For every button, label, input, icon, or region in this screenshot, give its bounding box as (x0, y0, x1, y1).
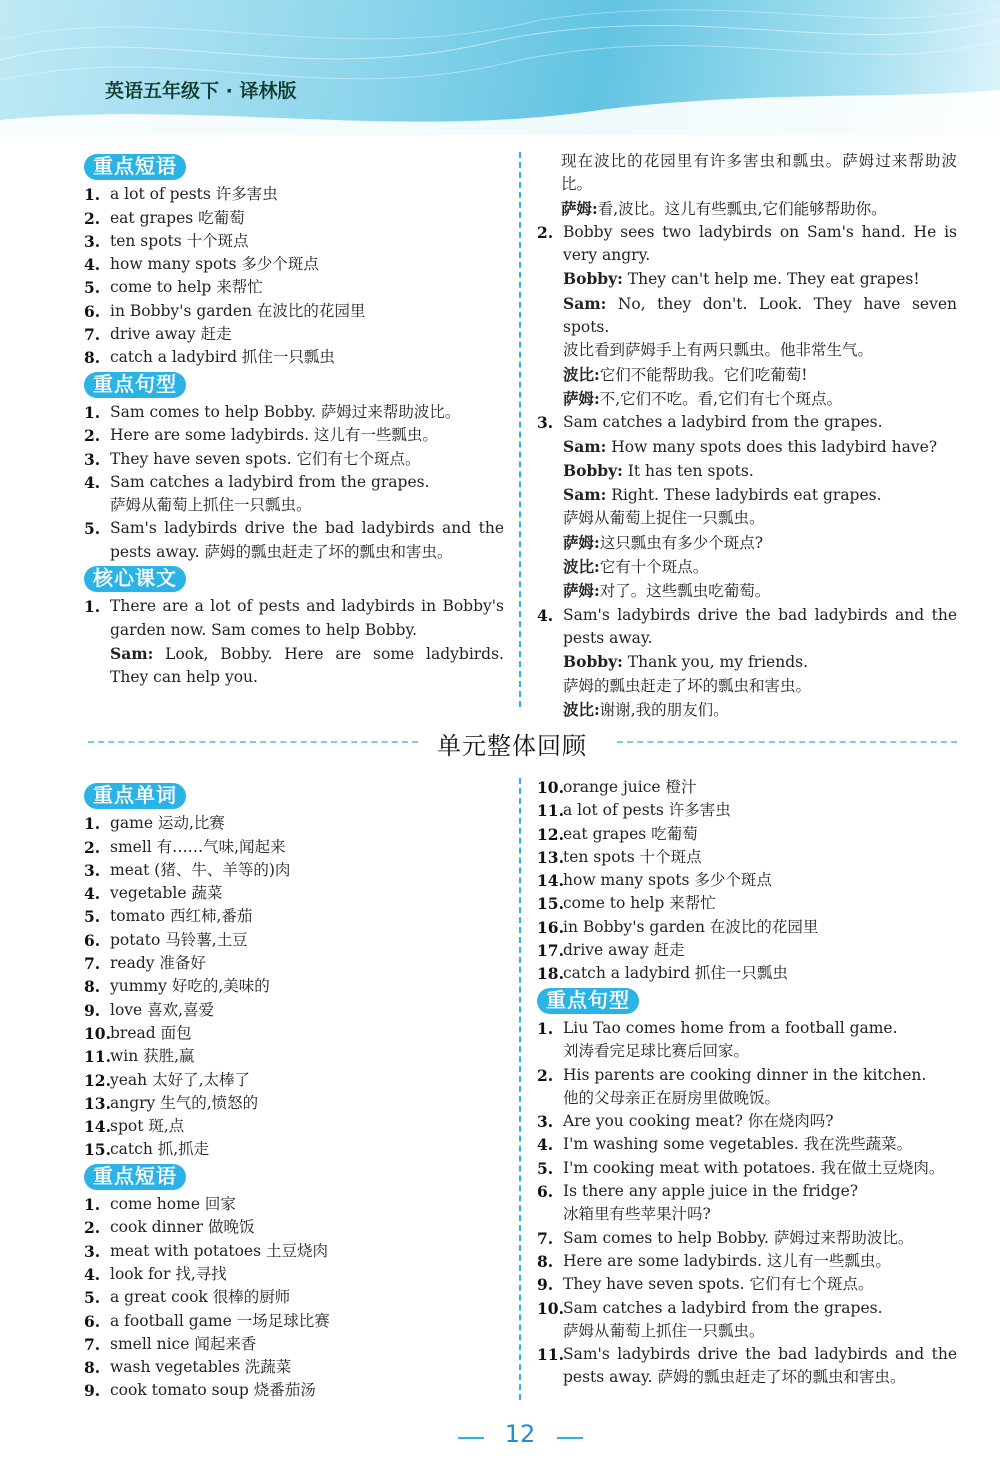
item-translation: 他的父母亲正在厨房里做晚饭。 (563, 1088, 781, 1107)
line-text: 萨姆的瓢虫赶走了坏的瓢虫和害虫。 (563, 676, 812, 695)
item-number: 3. (84, 449, 101, 469)
top-right-column (537, 150, 957, 722)
item-text: potato 马铃薯,土豆 (110, 930, 248, 949)
list-item (84, 448, 504, 471)
item-number: 6. (84, 301, 101, 321)
list-item (537, 823, 957, 846)
list-item (537, 1110, 957, 1133)
item-number: 17. (537, 941, 564, 961)
item-text: Sam's ladybirds drive the bad ladybirds and the pests away. (563, 605, 957, 647)
item-number: 13. (537, 847, 564, 867)
speaker: 萨姆: (563, 388, 600, 408)
dialogue-line (537, 531, 957, 555)
dialogue-line (537, 555, 957, 579)
line-text: They can't help me. They eat grapes! (622, 270, 920, 289)
item-number: 7. (84, 325, 101, 345)
list-item (84, 1069, 504, 1092)
item-number: 12. (84, 1070, 111, 1090)
item-text: Sam comes to help Bobby. 萨姆过来帮助波比。 (110, 402, 461, 421)
item-translation: 冰箱里有些苹果汁吗? (563, 1205, 711, 1224)
speaker: 萨姆: (563, 581, 600, 601)
item-number: 9. (537, 1275, 554, 1295)
item-number: 3. (537, 1112, 554, 1132)
speaker: Sam: (563, 436, 607, 456)
list-item (84, 952, 504, 975)
list-item (84, 905, 504, 928)
dialogue-line (537, 339, 957, 362)
item-number: 6. (84, 930, 101, 950)
divider-right (617, 741, 957, 743)
item-text: angry 生气的,愤怒的 (110, 1093, 259, 1112)
item-number: 1. (84, 1195, 101, 1215)
item-number: 3. (537, 413, 554, 433)
item-number: 6. (537, 1182, 554, 1202)
item-number: 2. (84, 426, 101, 446)
list-item (84, 1310, 504, 1333)
list-item (537, 892, 957, 915)
list-item (84, 1138, 504, 1161)
item-number: 7. (84, 954, 101, 974)
item-number: 5. (84, 1288, 101, 1308)
item-number: 5. (84, 519, 101, 539)
item-number: 2. (84, 837, 101, 857)
column-divider-top (519, 152, 521, 707)
list-item (537, 962, 957, 985)
text-paragraph (537, 221, 957, 268)
list-item (84, 1379, 504, 1402)
dialogue-line (537, 698, 957, 722)
item-text: a lot of pests 许多害虫 (110, 185, 278, 204)
list-item (84, 882, 504, 905)
item-text: Is there any apple juice in the fridge? (563, 1182, 859, 1201)
item-number: 9. (84, 1381, 101, 1401)
item-number: 8. (84, 348, 101, 368)
line-text: 这只瓢虫有多少个斑点? (599, 533, 764, 552)
list-item (84, 207, 504, 230)
item-number: 10. (537, 1298, 564, 1318)
item-number: 6. (84, 1311, 101, 1331)
list-item (84, 999, 504, 1022)
item-text: Liu Tao comes home from a football game. (563, 1018, 898, 1037)
dialogue-line (537, 363, 957, 387)
translation-line: 现在波比的花园里有许多害虫和瓢虫。萨姆过来帮助波比。 (561, 152, 957, 194)
list-item (537, 846, 957, 869)
list-item (84, 346, 504, 369)
item-number: 3. (84, 231, 101, 251)
item-number: 4. (537, 605, 554, 625)
line-text: Right. These ladybirds eat grapes. (606, 486, 882, 505)
item-number: 13. (84, 1093, 111, 1113)
key-phrases-list (84, 183, 504, 369)
list-item (537, 1017, 957, 1040)
item-text: come home 回家 (110, 1195, 236, 1214)
item-number: 3. (84, 860, 101, 880)
item-text: His parents are cooking dinner in the kitchen. (563, 1065, 927, 1084)
list-item (84, 1286, 504, 1309)
dialogue-line (537, 387, 957, 411)
list-item (84, 1356, 504, 1379)
item-text: how many spots 多少个斑点 (110, 255, 319, 274)
text-paragraph-1 (84, 595, 504, 642)
item-text: cook dinner 做晚饭 (110, 1218, 255, 1237)
item-text: ten spots 十个斑点 (563, 847, 702, 866)
item-text: eat grapes 吃葡萄 (563, 824, 698, 843)
item-text: cook tomato soup 烧番茄汤 (110, 1381, 316, 1400)
line-text: No, they don't. Look. They have seven spots. (563, 294, 957, 337)
line-text: 波比看到萨姆手上有两只瓢虫。他非常生气。 (563, 341, 874, 360)
item-text: ready 准备好 (110, 954, 206, 973)
item-number: 11. (537, 1345, 564, 1365)
item-number: 11. (84, 1047, 111, 1067)
list-item (84, 230, 504, 253)
line-text: 对了。这些瓢虫吃葡萄。 (599, 582, 771, 601)
item-number: 8. (84, 1358, 101, 1378)
list-item (84, 401, 504, 424)
item-text: a football game 一场足球比赛 (110, 1311, 330, 1330)
dialogue-line (537, 435, 957, 459)
list-item (84, 1216, 504, 1239)
heading-key-sentences: 重点句型 (84, 372, 186, 398)
item-number: 10. (84, 1023, 111, 1043)
item-number: 4. (84, 1264, 101, 1284)
item-number: 7. (84, 1334, 101, 1354)
list-item (537, 776, 957, 799)
speaker: Sam: (110, 643, 154, 663)
line-text: 看,波比。这儿有些瓢虫,它们能够帮助你。 (597, 199, 887, 218)
dialogue-line (84, 642, 504, 690)
list-item (84, 812, 504, 835)
item-text: Sam's ladybirds drive the bad ladybirds and the pests away. 萨姆的瓢虫赶走了坏的瓢虫和害虫。 (563, 1345, 957, 1387)
list-item (84, 424, 504, 447)
item-text: Sam's ladybirds drive the bad ladybirds and the pests away. 萨姆的瓢虫赶走了坏的瓢虫和害虫。 (110, 519, 504, 561)
item-number: 4. (84, 255, 101, 275)
list-item (537, 1297, 957, 1320)
page-number-rule-right (557, 1437, 583, 1439)
item-translation: 萨姆从葡萄上抓住一只瓢虫。 (110, 496, 312, 515)
item-number: 4. (537, 1135, 554, 1155)
item-text: Are you cooking meat? 你在烧肉吗? (563, 1112, 834, 1131)
item-number: 7. (537, 1228, 554, 1248)
item-translation: 刘涛看完足球比赛后回家。 (563, 1042, 750, 1061)
item-number: 5. (84, 907, 101, 927)
item-number: 5. (84, 278, 101, 298)
review-phrases-list-cont (537, 776, 957, 986)
list-item (537, 869, 957, 892)
item-text: look for 找,寻找 (110, 1264, 227, 1283)
list-item (84, 1193, 504, 1216)
item-text: Sam catches a ladybird from the grapes. (563, 1298, 883, 1317)
key-words-list (84, 812, 504, 1161)
list-item (84, 975, 504, 998)
heading-key-phrases: 重点短语 (84, 154, 186, 180)
speaker: 萨姆: (563, 532, 600, 552)
speaker: Sam: (563, 293, 607, 313)
divider-left (88, 741, 418, 743)
line-text: Look, Bobby. Here are some ladybirds. They can help you. (110, 644, 504, 687)
list-item (84, 300, 504, 323)
line-text: 谢谢,我的朋友们。 (599, 700, 729, 719)
list-item (84, 517, 504, 564)
item-text: win 获胜,赢 (110, 1047, 195, 1066)
item-text: drive away 赶走 (110, 325, 232, 344)
item-number: 12. (537, 824, 564, 844)
line-text: 它有十个斑点。 (599, 558, 709, 577)
item-number: 18. (537, 964, 564, 984)
list-item (84, 1240, 504, 1263)
dialogue-line (537, 483, 957, 507)
item-text: how many spots 多少个斑点 (563, 871, 772, 890)
list-item (84, 1022, 504, 1045)
speaker: Sam: (563, 485, 607, 505)
book-title: 英语五年级下 · 译林版 (105, 80, 297, 102)
item-text: I'm washing some vegetables. 我在洗些蔬菜。 (563, 1135, 913, 1154)
item-number: 2. (537, 222, 554, 242)
list-item (84, 276, 504, 299)
dialogue-line (537, 579, 957, 603)
header-banner (0, 0, 1000, 135)
item-number: 2. (537, 1065, 554, 1085)
item-text: Here are some ladybirds. 这儿有一些瓢虫。 (110, 426, 438, 445)
item-text: love 喜欢,喜爱 (110, 1000, 215, 1019)
line-text: 不,它们不吃。看,它们有七个斑点。 (599, 389, 843, 408)
dialogue-line (537, 267, 957, 291)
item-number: 4. (84, 884, 101, 904)
list-item (537, 1227, 957, 1250)
item-text: I'm cooking meat with potatoes. 我在做土豆烧肉。 (563, 1158, 945, 1177)
item-text: spot 斑,点 (110, 1117, 185, 1136)
item-text: bread 面包 (110, 1023, 192, 1042)
list-item (84, 836, 504, 859)
item-number: 4. (84, 472, 101, 492)
page-number: 12 (504, 1420, 536, 1448)
text-paragraph (537, 411, 957, 434)
item-text: yeah 太好了,太棒了 (110, 1070, 251, 1089)
item-text: smell nice 闻起来香 (110, 1334, 257, 1353)
review-sentences-list (537, 1017, 957, 1390)
item-text: Sam catches a ladybird from the grapes. (563, 413, 883, 432)
item-text: come to help 来帮忙 (563, 894, 716, 913)
dialogue-line (537, 675, 957, 698)
item-number: 15. (537, 894, 564, 914)
item-text: Here are some ladybirds. 这儿有一些瓢虫。 (563, 1251, 891, 1270)
item-text: meat (猪、牛、羊等的)肉 (110, 860, 291, 879)
item-text: game 运动,比赛 (110, 814, 225, 833)
dialogue-line (537, 197, 957, 221)
list-item (537, 939, 957, 962)
list-item (537, 1064, 957, 1087)
dialogue-line (537, 459, 957, 483)
item-text: catch a ladybird 抓住一只瓢虫 (563, 964, 788, 983)
dialogue-line (537, 292, 957, 340)
review-phrases-list (84, 1193, 504, 1403)
column-divider-bottom (519, 778, 521, 1400)
speaker: 波比: (563, 557, 600, 577)
list-item (84, 471, 504, 494)
speaker: Bobby: (563, 460, 623, 480)
list-item (84, 183, 504, 206)
line-text: 萨姆从葡萄上捉住一只瓢虫。 (563, 509, 765, 528)
speaker: 波比: (563, 364, 600, 384)
speaker: 萨姆: (561, 198, 598, 218)
bottom-left-column (84, 781, 504, 1403)
heading-review-phrases: 重点短语 (84, 1164, 186, 1190)
item-number: 1. (84, 402, 101, 422)
speaker: Bobby: (563, 652, 623, 672)
item-text: tomato 西红柿,番茄 (110, 907, 253, 926)
item-text: vegetable 蔬菜 (110, 884, 223, 903)
item-number: 11. (537, 801, 564, 821)
item-text: ten spots 十个斑点 (110, 231, 249, 250)
list-item (537, 1273, 957, 1296)
item-text: Sam catches a ladybird from the grapes. (110, 472, 430, 491)
item-number: 16. (537, 917, 564, 937)
list-item (537, 1133, 957, 1156)
line-text: 它们不能帮助我。它们吃葡萄! (599, 365, 808, 384)
list-item (537, 1343, 957, 1390)
list-item (84, 253, 504, 276)
key-sentences-list (84, 401, 504, 564)
wave-decoration (0, 0, 1000, 135)
item-text: eat grapes 吃葡萄 (110, 208, 245, 227)
item-number: 15. (84, 1140, 111, 1160)
item-number: 8. (537, 1251, 554, 1271)
text-paragraph (537, 604, 957, 651)
item-text: They have seven spots. 它们有七个斑点。 (110, 449, 421, 468)
line-text: Thank you, my friends. (622, 653, 809, 672)
item-text: smell 有……气味,闻起来 (110, 837, 286, 856)
item-text: in Bobby's garden 在波比的花园里 (563, 917, 819, 936)
item-text: a great cook 很棒的厨师 (110, 1288, 291, 1307)
item-number: 2. (84, 208, 101, 228)
line-text: How many spots does this ladybird have? (606, 437, 938, 456)
item-text: There are a lot of pests and ladybirds in Bobby's garden now. Sam comes to help Bobby. (110, 597, 504, 639)
item-text: They have seven spots. 它们有七个斑点。 (563, 1275, 874, 1294)
item-text: catch 抓,抓走 (110, 1140, 210, 1159)
text-paragraphs (537, 221, 957, 722)
dialogue-line (537, 507, 957, 530)
list-item (537, 1250, 957, 1273)
item-text: yummy 好吃的,美味的 (110, 977, 270, 996)
bottom-right-column (537, 776, 957, 1390)
list-item (84, 1092, 504, 1115)
item-number: 1. (84, 185, 101, 205)
list-item (84, 1333, 504, 1356)
list-item (84, 1263, 504, 1286)
item-text: a lot of pests 许多害虫 (563, 801, 731, 820)
speaker: Bobby: (563, 269, 623, 289)
dialogue-line (537, 650, 957, 674)
item-number: 1. (537, 1018, 554, 1038)
item-text: come to help 来帮忙 (110, 278, 263, 297)
line-text: It has ten spots. (622, 461, 754, 480)
heading-review-sentences: 重点句型 (537, 988, 639, 1014)
list-item (84, 929, 504, 952)
item-text: orange juice 橙汁 (563, 778, 697, 796)
item-number: 10. (537, 778, 564, 797)
item-number: 14. (537, 871, 564, 891)
section-title: 单元整体回顾 (437, 732, 587, 760)
item-number: 14. (84, 1117, 111, 1137)
item-text: in Bobby's garden 在波比的花园里 (110, 301, 366, 320)
list-item (84, 323, 504, 346)
item-translation: 萨姆从葡萄上抓住一只瓢虫。 (563, 1321, 765, 1340)
list-item (537, 916, 957, 939)
item-number: 2. (84, 1218, 101, 1238)
item-text: drive away 赶走 (563, 941, 685, 960)
list-item (537, 1157, 957, 1180)
item-text: catch a ladybird 抓住一只瓢虫 (110, 348, 335, 367)
item-text: Sam comes to help Bobby. 萨姆过来帮助波比。 (563, 1228, 914, 1247)
item-number: 3. (84, 1241, 101, 1261)
list-item (84, 1045, 504, 1068)
item-number: 8. (84, 977, 101, 997)
item-text: meat with potatoes 土豆烧肉 (110, 1241, 328, 1260)
heading-core-text: 核心课文 (84, 566, 186, 592)
top-left-column (84, 152, 504, 690)
item-number: 1. (84, 597, 101, 617)
item-number: 9. (84, 1000, 101, 1020)
item-number: 1. (84, 814, 101, 834)
item-text: wash vegetables 洗蔬菜 (110, 1358, 292, 1377)
item-text: Bobby sees two ladybirds on Sam's hand. He is very angry. (563, 222, 957, 265)
item-number: 5. (537, 1158, 554, 1178)
list-item (537, 1180, 957, 1203)
list-item (537, 799, 957, 822)
speaker: 波比: (563, 699, 600, 719)
list-item (84, 1115, 504, 1138)
heading-key-words: 重点单词 (84, 783, 186, 809)
list-item (84, 859, 504, 882)
